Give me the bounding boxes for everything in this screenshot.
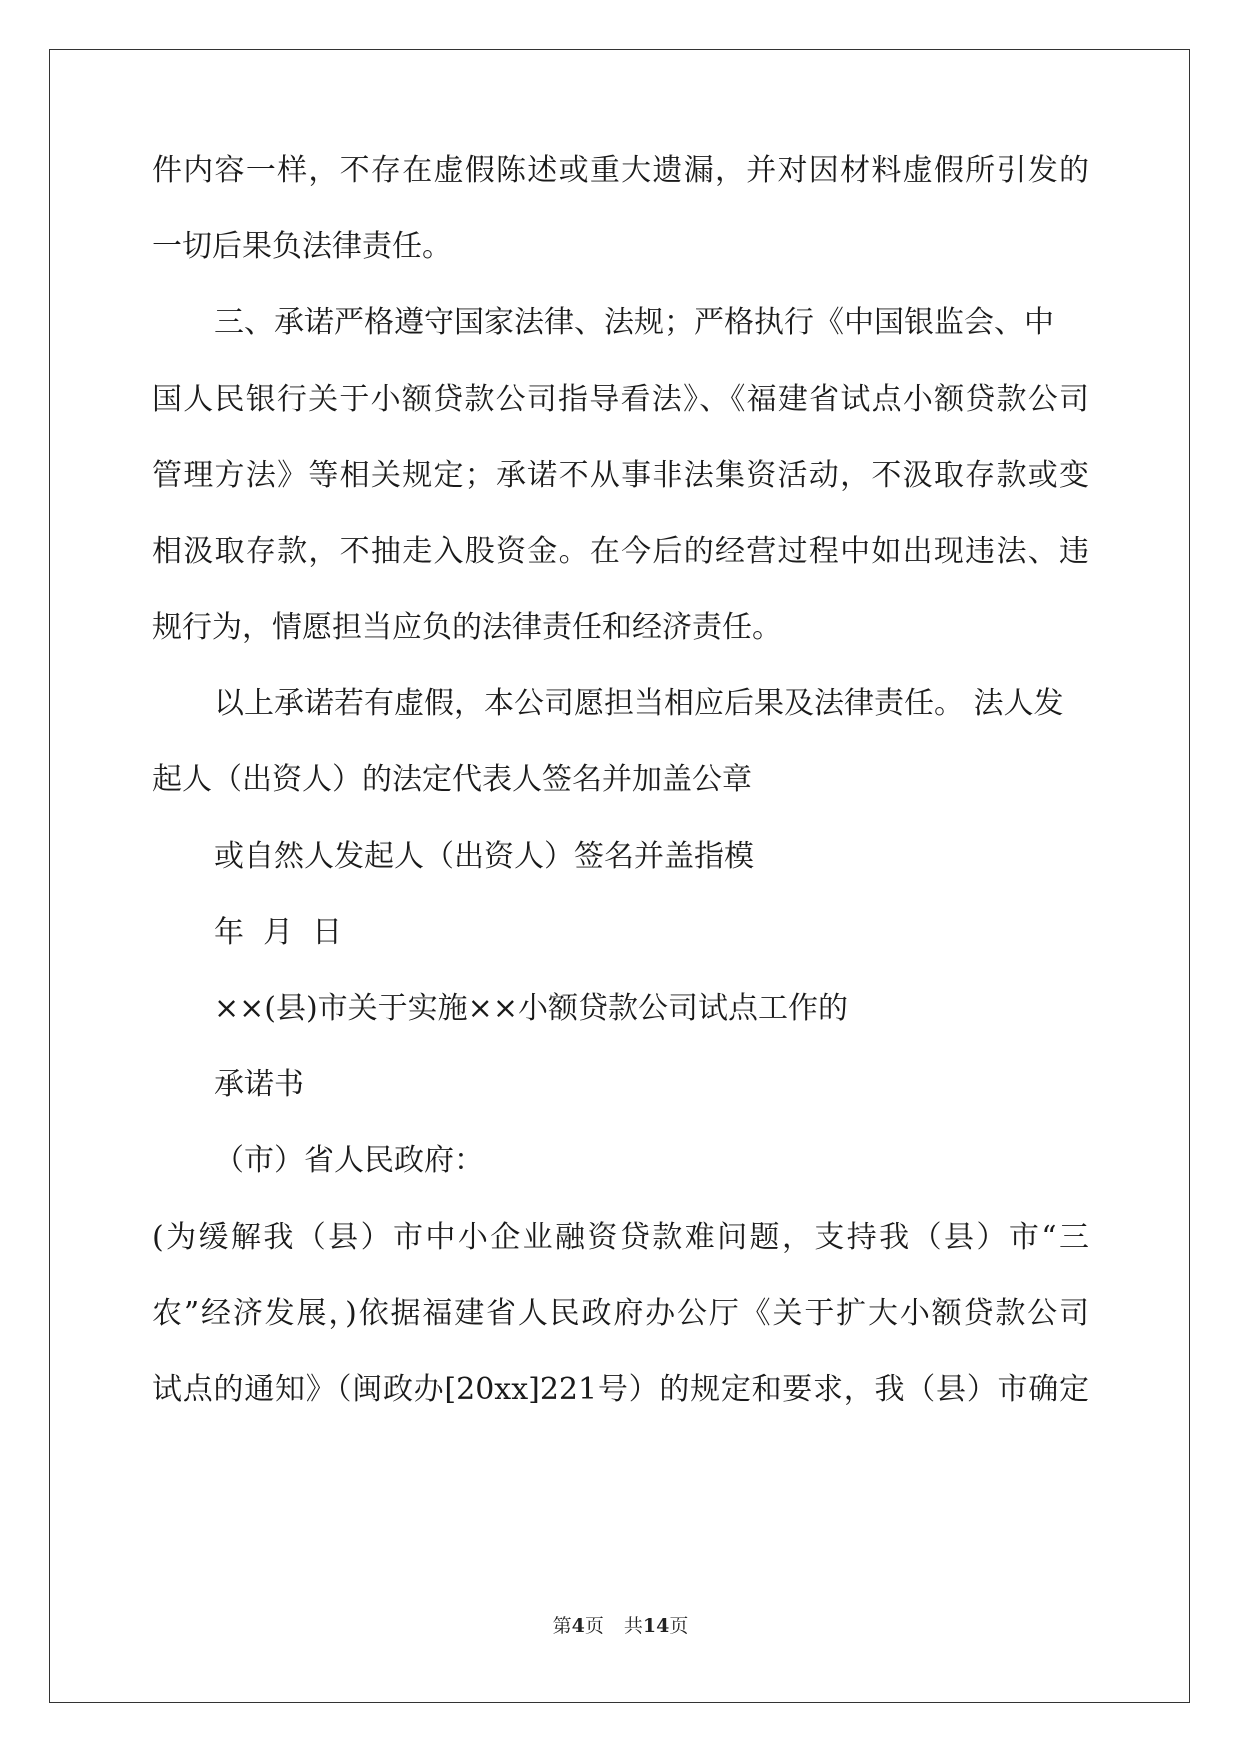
page-footer (0, 1614, 1241, 1638)
body-line: 试点的通知》（闽政办[20xx]221号）的规定和要求，我（县）市确定 (152, 1372, 1089, 1407)
body-line: 农”经济发展，)依据福建省人民政府办公厅《关于扩大小额贷款公司 (152, 1296, 1089, 1331)
body-line: 件内容一样，不存在虚假陈述或重大遗漏，并对因材料虚假所引发的 (152, 153, 1089, 188)
footer-total-prefix: 共 (623, 1615, 643, 1637)
body-line: 以上承诺若有虚假，本公司愿担当相应后果及法律责任。 法人发 (214, 686, 1064, 721)
footer-total-unit: 页 (669, 1615, 689, 1637)
body-line: 规行为，情愿担当应负的法律责任和经济责任。 (152, 610, 782, 645)
heading-line: ××(县)市关于实施××小额贷款公司试点工作的 (214, 991, 848, 1026)
body-line: 或自然人发起人（出资人）签名并盖指模 (214, 839, 754, 874)
footer-page-number: 4 (571, 1615, 585, 1637)
body-line: 一切后果负法律责任。 (152, 229, 452, 264)
body-line: 管理方法》等相关规定；承诺不从事非法集资活动，不汲取存款或变 (152, 458, 1089, 493)
salutation-line: （市）省人民政府： (214, 1143, 484, 1178)
footer-prefix: 第 (552, 1615, 572, 1637)
date-line: 年 月 日 (214, 915, 343, 950)
body-line: (为缓解我（县）市中小企业融资贷款难问题，支持我（县）市“三 (152, 1220, 1089, 1255)
body-line: 国人民银行关于小额贷款公司指导看法》、《福建省试点小额贷款公司 (152, 382, 1089, 417)
footer-page-unit: 页 (584, 1615, 604, 1637)
body-line: 相汲取存款，不抽走入股资金。在今后的经营过程中如出现违法、违 (152, 534, 1089, 569)
heading-line: 承诺书 (214, 1067, 304, 1102)
body-line: 三、承诺严格遵守国家法律、法规；严格执行《中国银监会、中 (214, 305, 1054, 340)
footer-total-pages: 14 (642, 1615, 670, 1637)
body-line: 起人（出资人）的法定代表人签名并加盖公章 (152, 762, 752, 797)
